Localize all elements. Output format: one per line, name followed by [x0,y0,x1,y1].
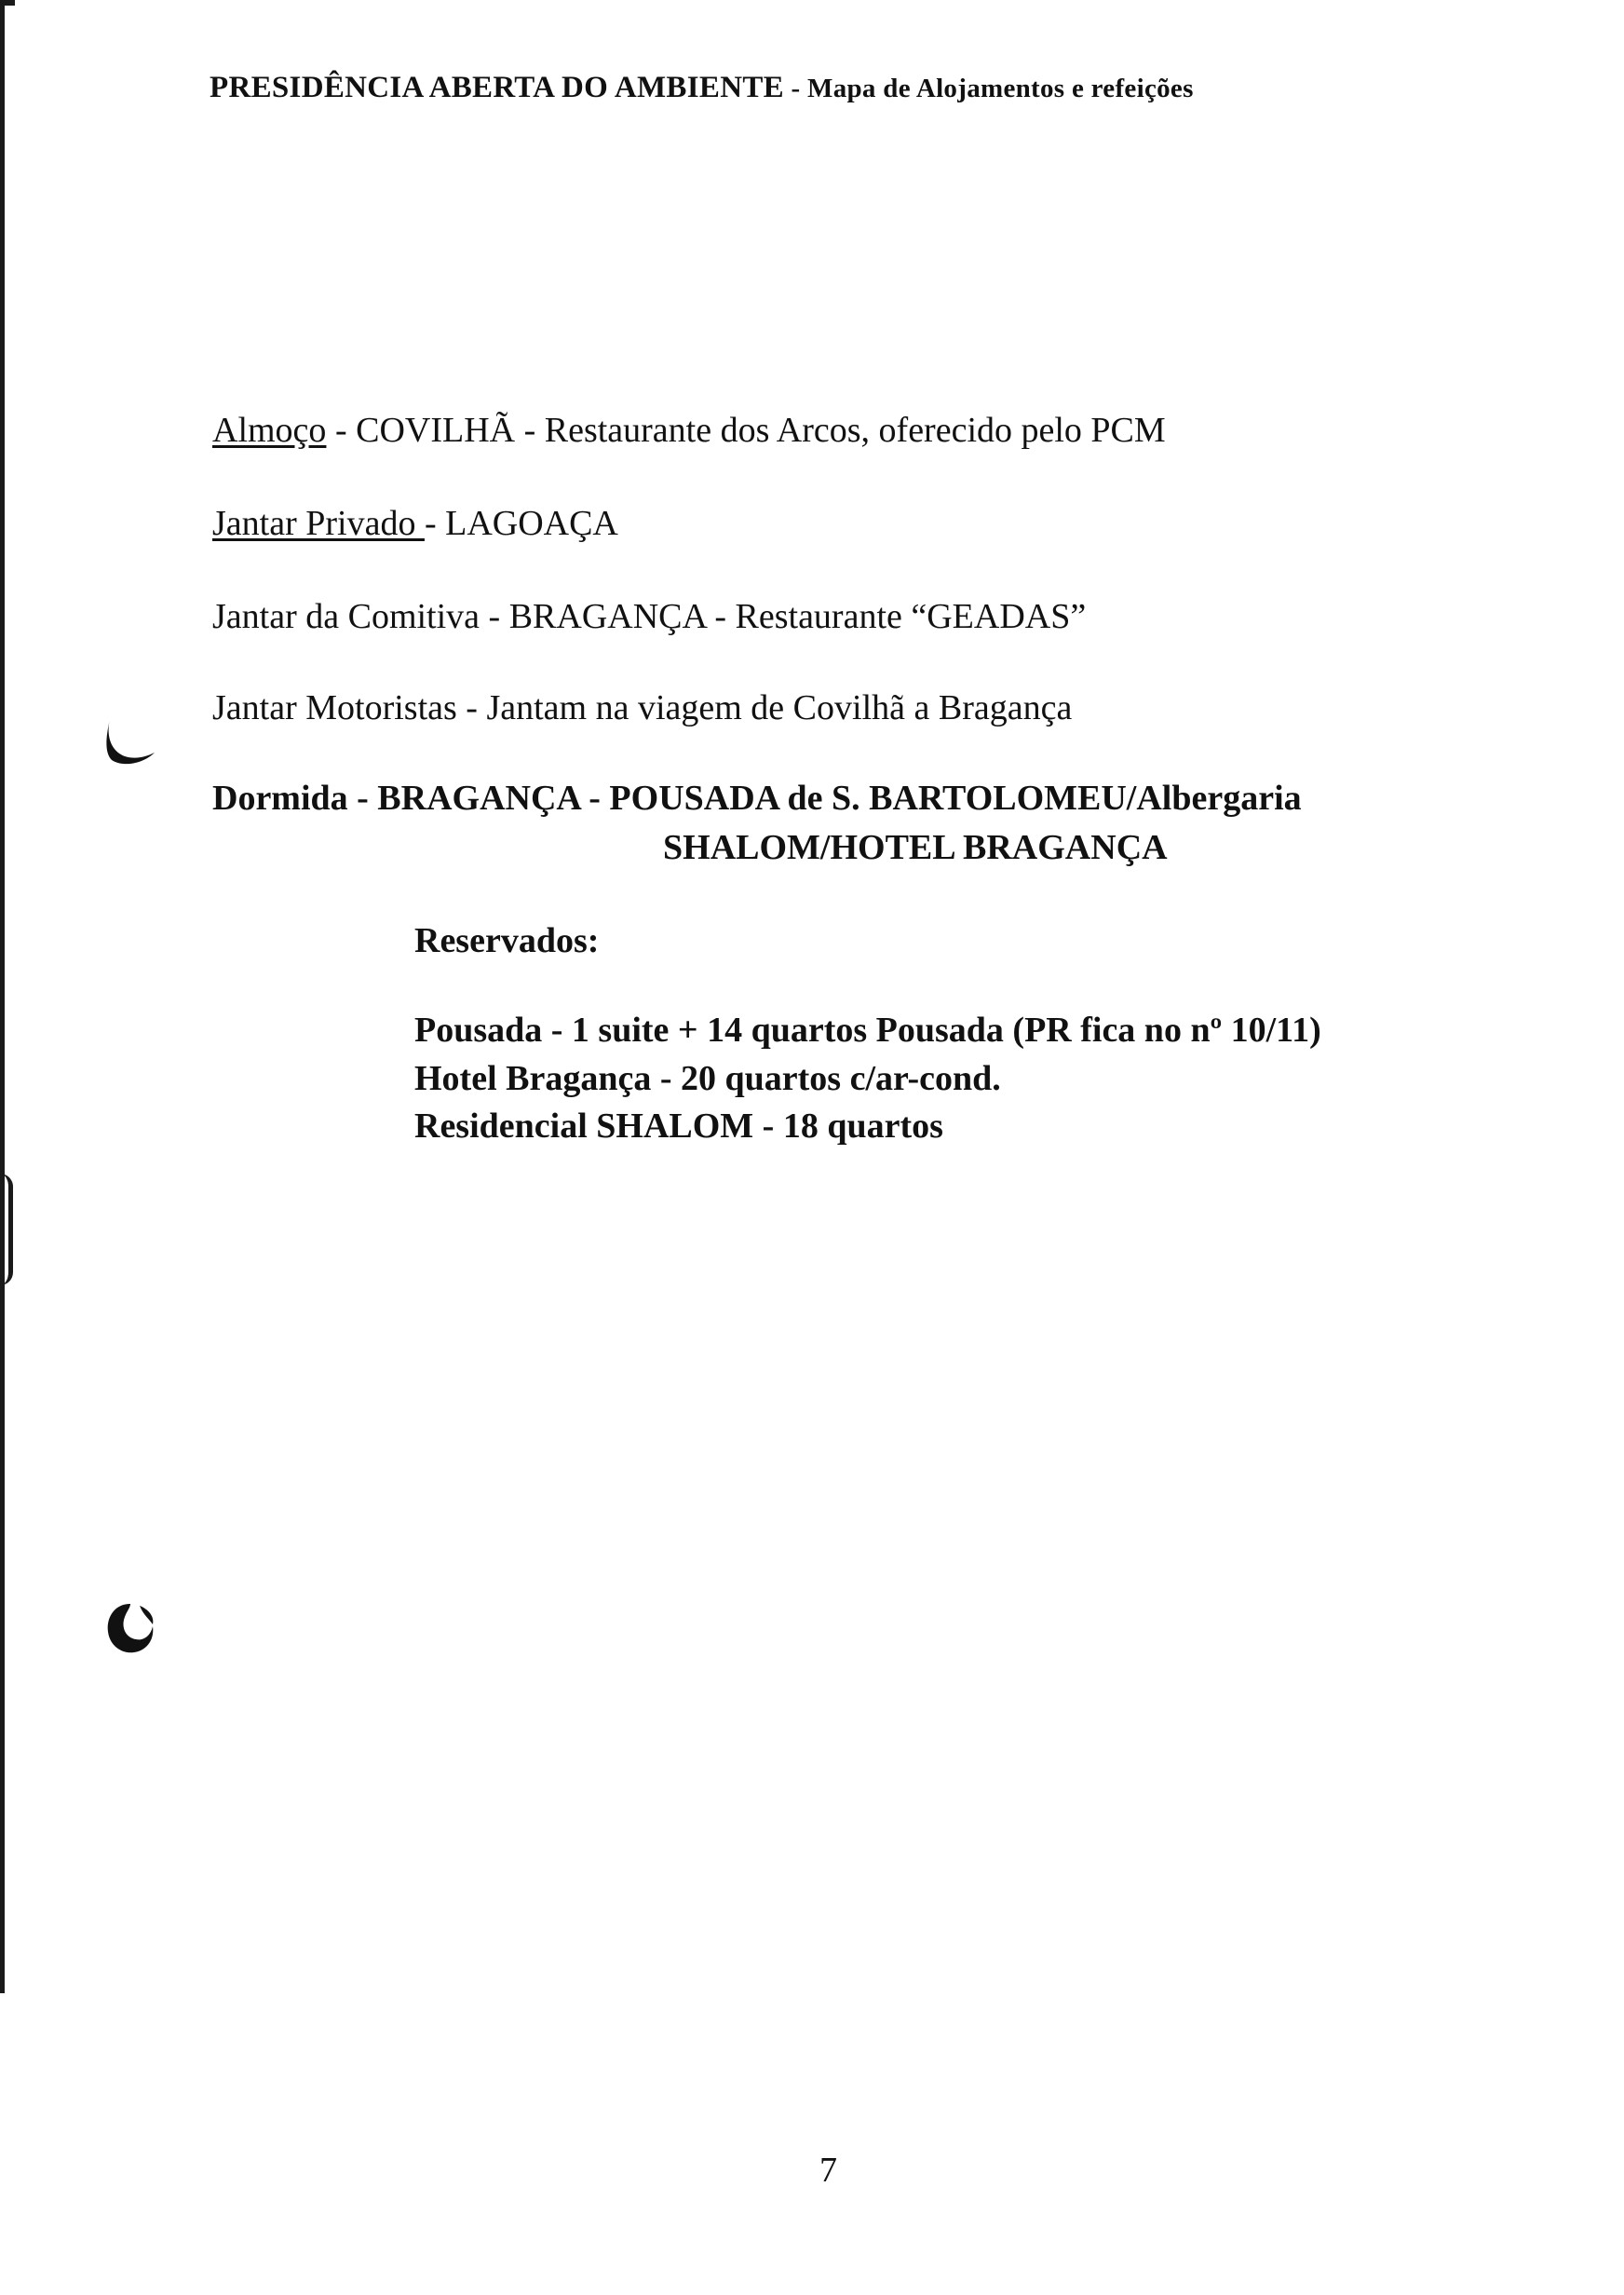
meal-almoco [212,410,1166,451]
punch-hole-icon [102,1598,158,1658]
meal-label: Almoço [212,411,327,450]
meal-jantar-comitiva [212,596,1086,637]
lodging-line-1: Dormida - BRAGANÇA - POUSADA de S. BARTOLOMEU/Albergaria [212,779,1302,818]
meal-jantar-motoristas [212,687,1072,728]
scan-bracket-mark [0,1174,13,1285]
meal-label: Jantar da Comitiva [212,597,480,636]
meal-text: - COVILHÃ - Restaurante dos Arcos, oferecido pelo PCM [326,411,1166,450]
meal-label: Jantar Motoristas [212,688,457,727]
meal-jantar-privado [212,503,618,544]
meal-text: - Jantam na viagem de Covilhã a Bragança [456,688,1073,727]
reserved-title: Reservados: [414,921,600,960]
header-subtitle: Mapa de Alojamentos e refeições [807,74,1194,103]
punch-hole-icon [102,715,158,771]
meal-text: - BRAGANÇA - Restaurante “GEADAS” [480,597,1087,636]
reservation-residencial: Residencial SHALOM - 18 quartos [414,1107,943,1146]
reservation-hotel: Hotel Bragança - 20 quartos c/ar-cond. [414,1059,1001,1098]
document-header [210,71,1194,105]
meal-text: - LAGOAÇA [424,504,618,543]
scan-top-mark [0,0,15,6]
lodging-line-2: SHALOM/HOTEL BRAGANÇA [663,828,1168,867]
header-separator: - [783,74,808,103]
scan-left-edge [0,0,5,1993]
meal-label: Jantar Privado [212,504,425,543]
page-number: 7 [819,2151,837,2190]
header-title: PRESIDÊNCIA ABERTA DO AMBIENTE [210,71,784,104]
reservation-pousada: Pousada - 1 suite + 14 quartos Pousada (PR fica no nº 10/11) [414,1011,1321,1050]
